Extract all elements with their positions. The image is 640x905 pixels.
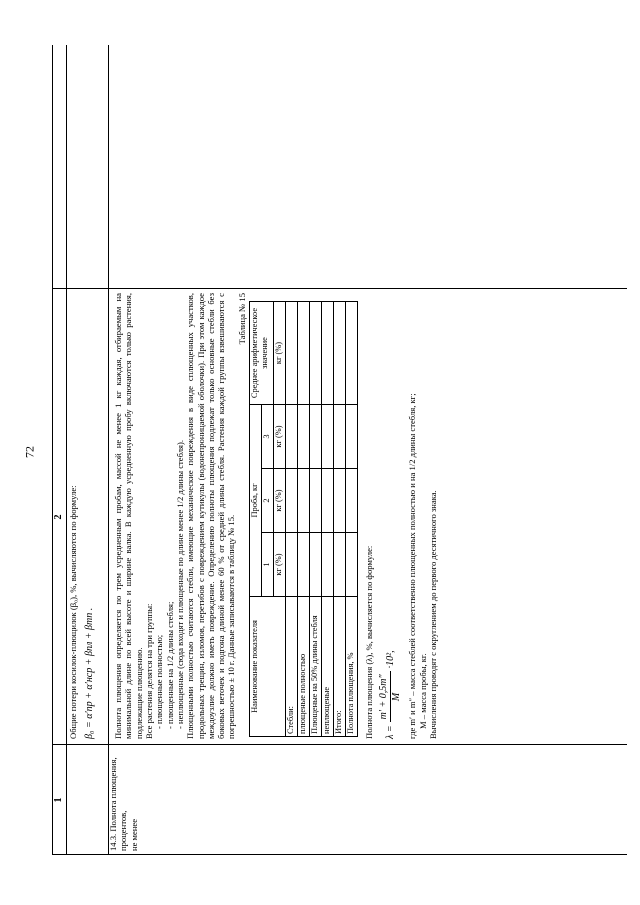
rounding-text: Вычисления проводят с округлением до первого десятичного знака. [428, 490, 438, 739]
table-row [298, 302, 310, 737]
row-14-3-content [110, 293, 438, 739]
table-row [346, 302, 358, 737]
row-14-3-title [108, 751, 139, 851]
lambda-multiplier: ·10², [384, 650, 396, 669]
lambda-formula [378, 293, 403, 739]
unit-header: кг (%) [274, 533, 286, 597]
groups-intro: Все растения делятся на три группы: [143, 603, 154, 739]
group-3: - неплющенные (сюда входят и плющенные по длине менее 1/2 длины стебля). [174, 439, 185, 729]
table-header-name: Наименование показателя [250, 597, 286, 737]
paragraph-1: Полнота плющения определяется по трем усредненным пробам, массой не менее 1 кг каждая, отбираемым на минимальной длине по всей высоте и ширине валка. В каждую усредненную пробу включаются только растения, подлежащие плющению. [113, 293, 144, 739]
unit-header: кг (%) [274, 469, 286, 533]
lambda-lhs: λ = [384, 725, 396, 739]
lambda-text: Полнота плющения (λ), %, вычисляется по формуле: [364, 545, 375, 739]
mass-text: M – масса пробы, кг. [417, 653, 428, 729]
sample-number-3: 3 [262, 405, 274, 469]
table-caption: Таблица № 15 [236, 293, 247, 345]
sample-number-2: 2 [262, 469, 274, 533]
losses-text: Общие потери косилок-плющилок (β₀), %, вычисляются по формуле: [68, 485, 78, 739]
unit-header: кг (%) [274, 405, 286, 469]
sample-number-1: 1 [262, 533, 274, 597]
unit-header: кг (%) [274, 302, 286, 405]
table-row [310, 302, 322, 737]
row-label: Плющеные на 50% длины стебля [310, 597, 322, 737]
losses-formula: β₀ = α′пр + α′нср + βпл + βтп . [84, 607, 96, 739]
table-row [286, 302, 298, 737]
row-14-3-title-end: не менее [128, 818, 139, 851]
table-row [322, 302, 334, 737]
column-header-2: 2 [53, 514, 64, 520]
lambda-denominator: M [391, 692, 403, 702]
losses-section [66, 293, 110, 739]
table-row [334, 302, 346, 737]
grid-left-line [52, 854, 627, 855]
table-15 [249, 301, 358, 737]
table-header-sample: Проба, кг [250, 405, 262, 597]
grid-right-line [52, 288, 627, 289]
table-header-average: Среднее арифметическое значение [250, 302, 274, 405]
row-14-3-number-title: 14.3. Полнота плющения, процентов, [108, 757, 129, 851]
column-header-1: 1 [53, 797, 64, 803]
row-label: Стебли: [286, 597, 298, 737]
lambda-numerator: m′ + 0,5m″ [378, 671, 391, 722]
row-label: Полнота плющения, % [346, 597, 358, 737]
paragraph-2: Плющенными полностью считаются стебли, имеющие механические повреждения в виде сплющенных участков, продольных трещин, изломов, перетибов с повреждением кутикулы (водонепроницаемой оболочки). При этом каждое междоузлие должно иметь повреждение. Определению полноты плющения подлежат только основные стебли без боковых веточек и подгона длиной менее 60 % от средней длины стебля. Растения каждой группы взвешиваются с погрешностью ± 10 г. Данные записываются в таблицу № 15. [185, 293, 237, 739]
grid-column-divider [52, 744, 627, 745]
row-label: неплющеные [322, 597, 334, 737]
row-label: Итого: [334, 597, 346, 737]
column-2-content [66, 293, 438, 739]
group-2: - плющенные на 1/2 длины стебля; [164, 601, 175, 729]
where-text: где m′ и m″ – масса стеблей соответственно плющенных полностью и на 1/2 длины стебля, кг; [407, 393, 418, 739]
rotated-page [52, 45, 627, 855]
lambda-fraction [378, 671, 403, 722]
page-number: 72 [22, 446, 37, 458]
group-1: - плющенные полностью; [154, 634, 165, 729]
row-14-3-title-line [108, 751, 129, 851]
row-label: плющеные полностью [298, 597, 310, 737]
